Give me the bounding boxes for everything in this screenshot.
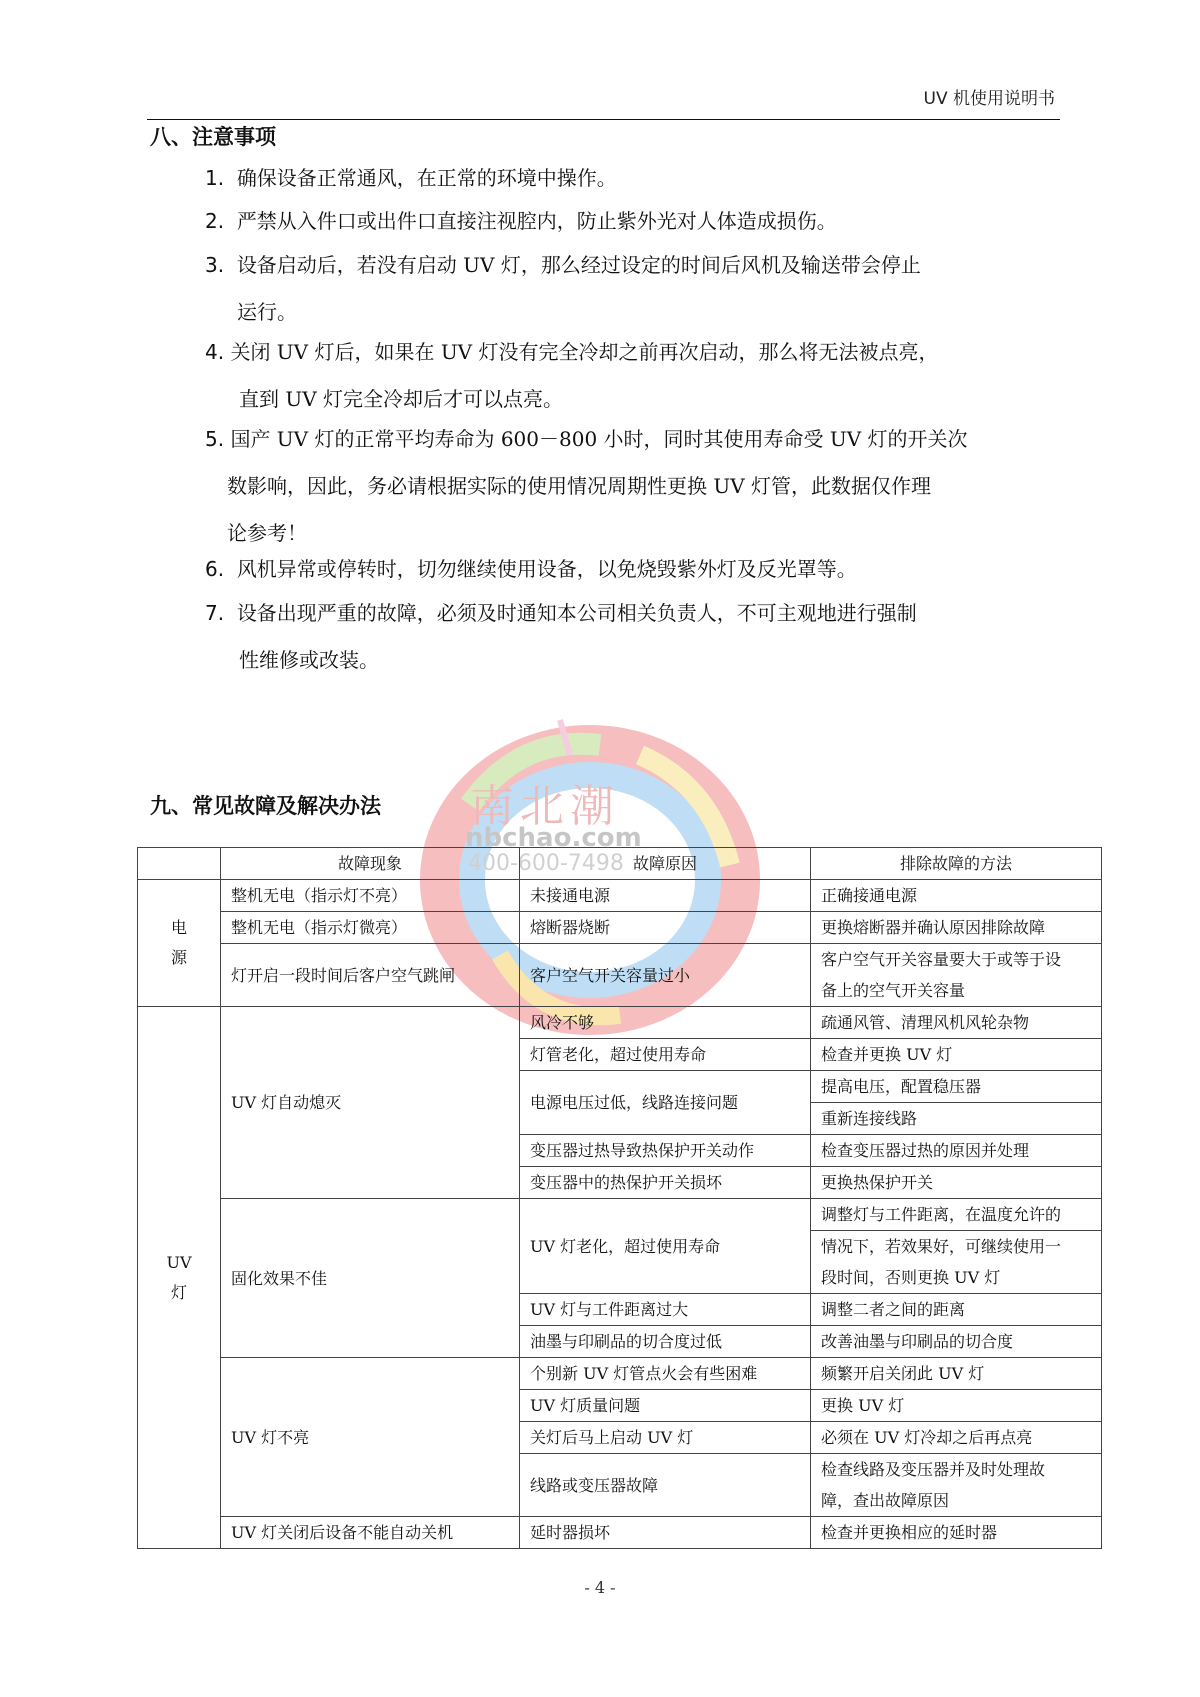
section-8-title: 八、注意事项 [150, 125, 276, 149]
category-char: 电 [170, 918, 187, 937]
cause-cell: UV 灯老化，超过使用寿命 [520, 1199, 811, 1294]
watermark-brand: 南北潮 [470, 781, 620, 832]
category-char: 源 [170, 948, 187, 967]
note-number: 3. [205, 253, 225, 277]
section-9-title: 九、常见故障及解决办法 [150, 794, 381, 818]
cause-cell: 未接通电源 [520, 880, 811, 912]
fix-cell: 更换热保护开关 [811, 1167, 1102, 1199]
cause-cell: 延时器损坏 [520, 1517, 811, 1549]
note-text-continued: 数影响，因此，务必请根据实际的使用情况周期性更换 UV 灯管，此数据仅作理 [227, 474, 932, 498]
category-char: UV [166, 1252, 192, 1272]
cause-cell: 线路或变压器故障 [520, 1454, 811, 1517]
table-header-row [138, 848, 1102, 880]
note-number: 4. [205, 340, 225, 364]
fix-cell: 调整二者之间的距离 [811, 1294, 1102, 1326]
cause-cell: 变压器过热导致热保护开关动作 [520, 1135, 811, 1167]
note-item-5 [205, 416, 968, 557]
fix-cell: 正确接通电源 [811, 880, 1102, 912]
note-text: 关闭 UV 灯后，如果在 UV 灯没有完全冷却之前再次启动，那么将无法被点亮， [230, 340, 939, 364]
note-item-2 [205, 198, 837, 245]
note-item-6 [205, 546, 857, 593]
fix-cell: 重新连接线路 [811, 1103, 1102, 1135]
table-row [138, 1358, 1102, 1390]
table-row [138, 1007, 1102, 1039]
symptom-cell: 整机无电（指示灯不亮） [221, 880, 520, 912]
cause-cell: 变压器中的热保护开关损坏 [520, 1167, 811, 1199]
table-row [138, 1199, 1102, 1231]
note-text: 严禁从入件口或出件口直接注视腔内，防止紫外光对人体造成损伤。 [236, 209, 837, 233]
note-text: 国产 UV 灯的正常平均寿命为 600－800 小时，同时其使用寿命受 UV 灯的开关次 [230, 427, 968, 451]
table-row [138, 944, 1102, 1007]
table-row [138, 1517, 1102, 1549]
symptom-cell: 灯开启一段时间后客户空气跳闸 [221, 944, 520, 1007]
note-item-7 [205, 590, 917, 684]
header-category [138, 848, 221, 880]
table-row [138, 880, 1102, 912]
fault-table [137, 847, 1102, 1549]
note-text: 设备出现严重的故障，必须及时通知本公司相关负责人，不可主观地进行强制 [236, 601, 917, 625]
note-text: 确保设备正常通风，在正常的环境中操作。 [236, 166, 617, 190]
fix-line: 备上的空气开关容量 [821, 981, 966, 1000]
category-power [138, 880, 221, 1007]
cause-cell: 风冷不够 [520, 1007, 811, 1039]
fix-cell: 调整灯与工件距离，在温度允许的 [811, 1199, 1102, 1231]
fix-cell: 改善油墨与印刷品的切合度 [811, 1326, 1102, 1358]
cause-cell: 关灯后马上启动 UV 灯 [520, 1422, 811, 1454]
watermark-site: nbchao.com [465, 823, 642, 853]
fix-cell: 检查线路及变压器并及时处理故 [811, 1454, 1102, 1486]
cause-cell: 客户空气开关容量过小 [520, 944, 811, 1007]
cause-cell: 电源电压过低，线路连接问题 [520, 1071, 811, 1135]
header-symptom: 故障现象 [221, 848, 520, 880]
note-number: 7. [205, 601, 225, 625]
fix-cell: 更换熔断器并确认原因排除故障 [811, 912, 1102, 944]
note-text-continued: 运行。 [237, 300, 297, 324]
note-text: 风机异常或停转时，切勿继续使用设备，以免烧毁紫外灯及反光罩等。 [236, 557, 857, 581]
note-item-3 [205, 242, 921, 336]
fix-cell-continued: 障，查出故障原因 [811, 1485, 1102, 1517]
fix-cell: 提高电压，配置稳压器 [811, 1071, 1102, 1103]
symptom-cell: 固化效果不佳 [221, 1199, 520, 1358]
note-text: 设备启动后，若没有启动 UV 灯，那么经过设定的时间后风机及输送带会停止 [236, 253, 921, 277]
note-item-1 [205, 155, 617, 202]
category-uv-lamp [138, 1007, 221, 1549]
fix-cell-continued: 段时间，否则更换 UV 灯 [811, 1262, 1102, 1294]
cause-cell: 灯管老化，超过使用寿命 [520, 1039, 811, 1071]
header-cause: 故障原因 [520, 848, 811, 880]
watermark-phone: 400-600-7498 [468, 851, 624, 876]
symptom-cell: UV 灯关闭后设备不能自动关机 [221, 1517, 520, 1549]
note-item-4 [205, 329, 938, 423]
symptom-cell: UV 灯不亮 [221, 1358, 520, 1517]
cause-cell: 油墨与印刷品的切合度过低 [520, 1326, 811, 1358]
document-header-title: UV 机使用说明书 [923, 89, 1055, 109]
fix-cell: 检查并更换 UV 灯 [811, 1039, 1102, 1071]
fix-cell-continued: 情况下，若效果好，可继续使用一 [811, 1231, 1102, 1263]
fix-cell: 检查并更换相应的延时器 [811, 1517, 1102, 1549]
fix-cell: 更换 UV 灯 [811, 1390, 1102, 1422]
cause-cell: 熔断器烧断 [520, 912, 811, 944]
note-number: 5. [205, 427, 225, 451]
fix-cell: 必须在 UV 灯冷却之后再点亮 [811, 1422, 1102, 1454]
fix-cell: 疏通风管、清理风机风轮杂物 [811, 1007, 1102, 1039]
cause-cell: 个别新 UV 灯管点火会有些困难 [520, 1358, 811, 1390]
table-row [138, 912, 1102, 944]
fix-cell [811, 944, 1102, 1007]
note-text-continued: 论参考！ [227, 521, 307, 545]
fix-line: 客户空气开关容量要大于或等于设 [821, 950, 1062, 969]
cause-cell: UV 灯与工件距离过大 [520, 1294, 811, 1326]
symptom-cell: UV 灯自动熄灭 [221, 1007, 520, 1199]
fix-cell: 频繁开启关闭此 UV 灯 [811, 1358, 1102, 1390]
note-number: 6. [205, 557, 225, 581]
fix-cell: 检查变压器过热的原因并处理 [811, 1135, 1102, 1167]
symptom-cell: 整机无电（指示灯微亮） [221, 912, 520, 944]
note-number: 2. [205, 209, 225, 233]
header-fix: 排除故障的方法 [811, 848, 1102, 880]
page-number: - 4 - [584, 1578, 616, 1597]
cause-cell: UV 灯质量问题 [520, 1390, 811, 1422]
note-text-continued: 直到 UV 灯完全冷却后才可以点亮。 [239, 387, 564, 411]
category-char: 灯 [170, 1282, 187, 1302]
note-number: 1. [205, 166, 225, 190]
header-divider [147, 119, 1060, 120]
note-text-continued: 性维修或改装。 [239, 648, 379, 672]
